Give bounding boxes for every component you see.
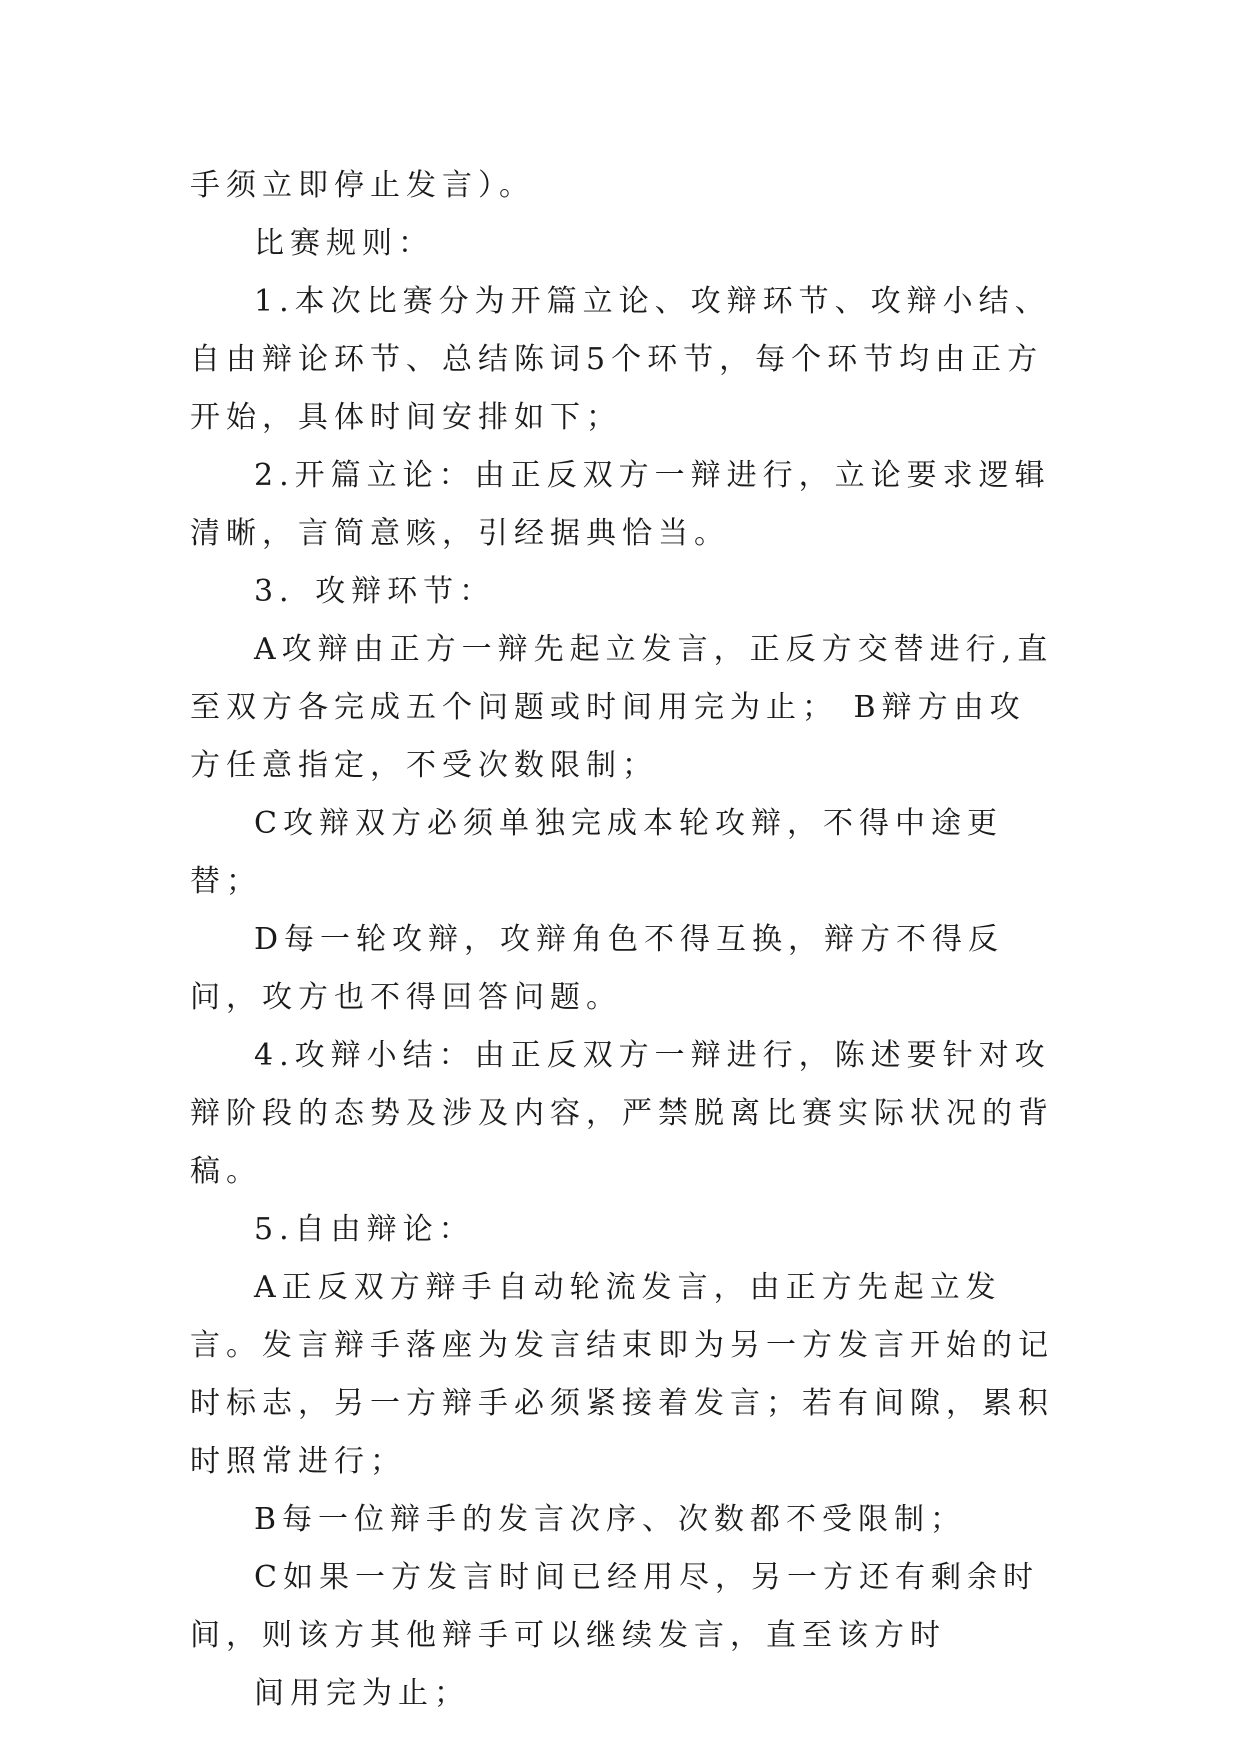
paragraph-9: 4.攻辩小结：由正反双方一辩进行，陈述要针对攻辩阶段的态势及涉及内容，严禁脱离比赛实际状况的背稿。 (190, 1038, 1054, 1189)
paragraph-2: 比赛规则： (254, 226, 434, 261)
paragraph-12: B每一位辩手的发言次序、次数都不受限制； (254, 1502, 967, 1537)
paragraph-5: 3．攻辩环节： (254, 574, 496, 609)
paragraph-6: A攻辩由正方一辩先起立发言，正反方交替进行,直至双方各完成五个问题或时间用完为止； B辩方由攻方任意指定，不受次数限制； (190, 632, 1054, 783)
paragraph-11: A正反双方辩手自动轮流发言，由正方先起立发言。发言辩手落座为发言结束即为另一方发言开始的记时标志，另一方辩手必须紧接着发言；若有间隙，累积时照常进行； (190, 1270, 1054, 1479)
paragraph-13: C如果一方发言时间已经用尽，另一方还有剩余时间，则该方其他辩手可以继续发言，直至该方时 (190, 1560, 1039, 1653)
paragraph-3: 1.本次比赛分为开篇立论、攻辩环节、攻辩小结、自由辩论环节、总结陈词5个环节，每个环节均由正方开始，具体时间安排如下； (190, 284, 1051, 435)
paragraph-14: 间用完为止； (254, 1676, 470, 1711)
paragraph-7: C攻辩双方必须单独完成本轮攻辩，不得中途更替； (190, 806, 1003, 899)
paragraph-1: 手须立即停止发言）。 (190, 168, 535, 203)
paragraph-4: 2.开篇立论：由正反双方一辩进行，立论要求逻辑清晰，言简意赅，引经据典恰当。 (190, 458, 1051, 551)
paragraph-10: 5.自由辩论： (254, 1212, 475, 1247)
document-body (190, 157, 1060, 1723)
paragraph-8: D每一轮攻辩，攻辩角色不得互换，辩方不得反问，攻方也不得回答问题。 (190, 922, 1005, 1015)
